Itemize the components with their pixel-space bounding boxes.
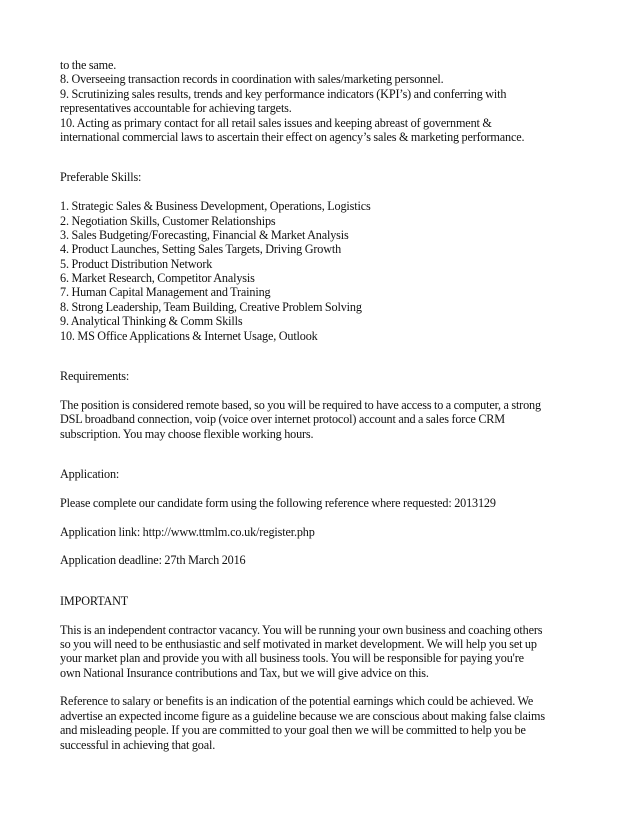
- skill-item: 10. MS Office Applications & Internet Usage, Outlook: [60, 328, 318, 343]
- skill-item: 8. Strong Leadership, Team Building, Creative Problem Solving: [60, 299, 362, 314]
- text-line: and misleading people. If you are committed to your goal then we will be committed to help you be: [60, 723, 526, 738]
- text-line: international commercial laws to ascertain their effect on agency’s sales & marketing performance.: [60, 129, 525, 144]
- text-line: representatives accountable for achieving targets.: [60, 101, 292, 116]
- text-line: 10. Acting as primary contact for all retail sales issues and keeping abreast of government &: [60, 115, 492, 130]
- important-heading: IMPORTANT: [60, 593, 129, 608]
- text-line: so you will need to be enthusiastic and self motivated in market development. We will help you set up: [60, 636, 537, 651]
- requirements-section: [60, 369, 600, 441]
- text-line: own National Insurance contributions and Tax, but we will give advice on this.: [60, 665, 429, 680]
- text-line: DSL broadband connection, voip (voice over internet protocol) account and a sales force CRM: [60, 412, 505, 427]
- duties-continuation: [60, 58, 600, 144]
- skill-item: 6. Market Research, Competitor Analysis: [60, 271, 255, 286]
- skill-item: 7. Human Capital Management and Training: [60, 285, 271, 300]
- skill-item: 5. Product Distribution Network: [60, 256, 213, 271]
- text-line: subscription. You may choose flexible working hours.: [60, 426, 314, 441]
- text-line: 9. Scrutinizing sales results, trends and key performance indicators (KPI’s) and conferring with: [60, 86, 507, 101]
- text-line: successful in achieving that goal.: [60, 737, 216, 752]
- application-heading: Application:: [60, 466, 120, 481]
- skill-item: 4. Product Launches, Setting Sales Targets, Driving Growth: [60, 242, 342, 257]
- text-line: your market plan and provide you with all business tools. You will be responsible for paying you're: [60, 651, 524, 666]
- application-deadline: Application deadline: 27th March 2016: [60, 553, 246, 568]
- text-line: This is an independent contractor vacancy. You will be running your own business and coaching others: [60, 622, 543, 637]
- requirements-heading: Requirements:: [60, 369, 130, 384]
- application-link[interactable]: Application link: http://www.ttmlm.co.uk/register.php: [60, 524, 315, 539]
- text-line: advertise an expected income figure as a guideline because we are conscious about making false claims: [60, 708, 545, 723]
- important-section: [60, 594, 600, 752]
- text-line: 8. Overseeing transaction records in coordination with sales/marketing personnel.: [60, 72, 444, 87]
- skill-item: 9. Analytical Thinking & Comm Skills: [60, 314, 243, 329]
- text-line: Reference to salary or benefits is an indication of the potential earnings which could be achieved. We: [60, 694, 534, 709]
- document-page: [60, 58, 600, 752]
- application-section: [60, 467, 600, 568]
- application-instruction: Please complete our candidate form using the following reference where requested: 2013129: [60, 495, 496, 510]
- skills-section: [60, 170, 600, 343]
- skill-item: 3. Sales Budgeting/Forecasting, Financial & Market Analysis: [60, 227, 349, 242]
- skill-item: 2. Negotiation Skills, Customer Relationships: [60, 213, 276, 228]
- skill-item: 1. Strategic Sales & Business Development, Operations, Logistics: [60, 199, 371, 214]
- text-line: The position is considered remote based, so you will be required to have access to a computer, a strong: [60, 397, 541, 412]
- skills-heading: Preferable Skills:: [60, 170, 142, 185]
- text-line: to the same.: [60, 58, 117, 72]
